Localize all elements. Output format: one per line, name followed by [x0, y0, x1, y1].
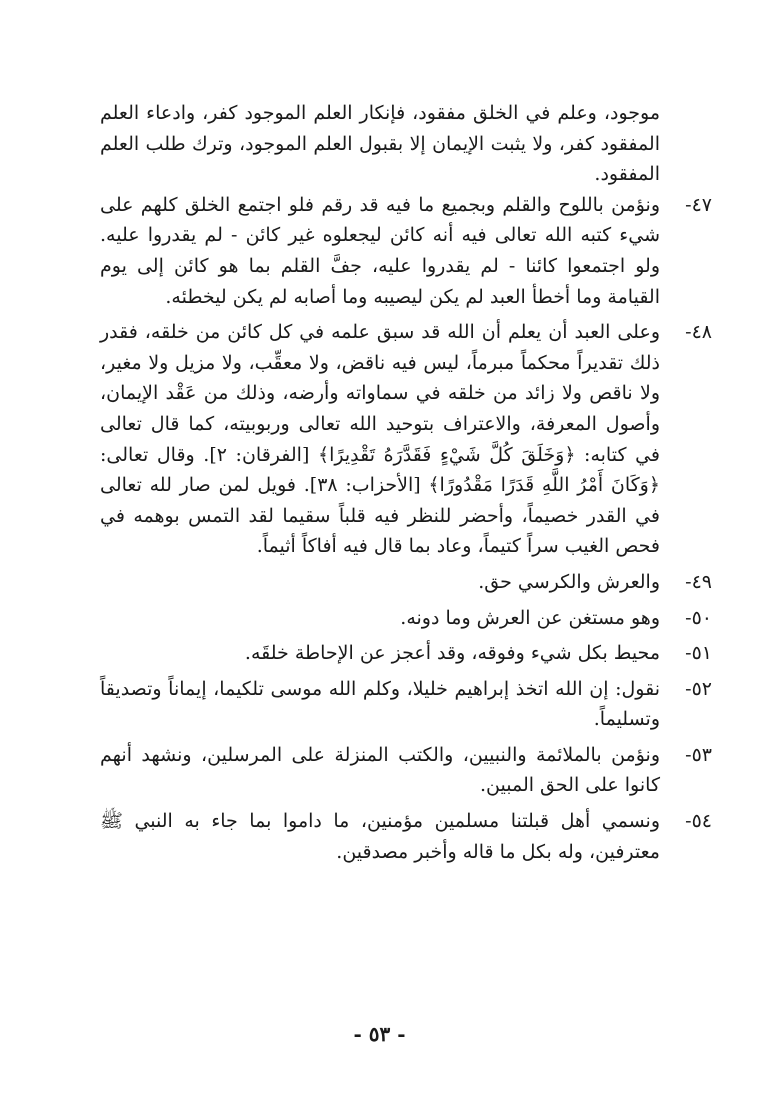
clause-number: ٥٠- [685, 606, 712, 629]
clause-text: وهو مستغن عن العرش وما دونه. [400, 606, 660, 629]
clause-48 [100, 317, 712, 562]
clause-number: ٥١- [685, 642, 712, 665]
clause-number: ٥٣- [685, 743, 712, 766]
clause-53 [100, 740, 712, 801]
clause-51 [100, 638, 712, 669]
clause-text: نقول: إن الله اتخذ إبراهيم خليلا، وكلم الله موسى تلكيما، إيماناً وتصديقاً وتسليماً. [100, 677, 660, 731]
clause-54 [100, 806, 712, 867]
clause-text: ونؤمن بالملائمة والنبيين، والكتب المنزلة على المرسلين، ونشهد أنهم كانوا على الحق المبين. [100, 743, 660, 797]
clause-text: محيط بكل شيء وفوقه، وقد أعجز عن الإحاطة خلقَه. [244, 642, 660, 665]
clause-number: ٤٨- [685, 321, 712, 344]
page-body [100, 98, 712, 872]
clause-text: ونسمي أهل قبلتنا مسلمين مؤمنين، ما داموا بما جاء به النبي ﷺ معترفين، وله بكل ما قاله وأخبر مصدقين. [100, 810, 660, 863]
intro-paragraph: موجود، وعلم في الخلق مفقود، فإنكار العلم الموجود كفر، وادعاء العلم المفقود كفر، ولا يثبت الإيمان إلا بقبول العلم الموجود، وترك طلب العلم المفقود. [100, 102, 660, 186]
clause-47 [100, 190, 712, 312]
clause-number: ٥٢- [685, 677, 712, 700]
clause-52 [100, 674, 712, 735]
clause-number: ٥٤- [685, 810, 712, 833]
clause-number: ٤٩- [685, 570, 712, 593]
clause-text: والعرش والكرسي حق. [478, 570, 660, 593]
clause-49 [100, 567, 712, 598]
clause-text: وعلى العبد أن يعلم أن الله قد سبق علمه في كل كائن من خلقه، فقدر ذلك تقديراً محكماً مبرماً، ليس فيه ناقض، ولا معقِّب، ولا مزيل ولا مغير، ولا ناقص ولا زائد من خلقه في سماواته وأرضه، وذلك من عَقْد الإيمان، وأصول المعرفة، والاعتراف بتوحيد الله تعالى وربوبيته، كما قال تعالى في كتابه: ﴿وَخَلَقَ كُلَّ شَيْءٍ فَقَدَّرَهُ تَقْدِيرًا﴾ [الفرقان: ٢]. وقال تعالى: ﴿وَكَانَ أَمْرُ اللَّهِ قَدَرًا مَقْدُورًا﴾ [الأحزاب: ٣٨]. فويل لمن صار لله تعالى في القدر خصيماً، وأحضر للنظر فيه قلباً سقيما لقد التمس بوهمه في فحص الغيب سراً كتيماً، وعاد بما قال فيه أفاكاً أثيماً. [100, 321, 660, 558]
page-number: - ٥٣ - [353, 1022, 406, 1046]
clause-text: ونؤمن باللوح والقلم وبجميع ما فيه قد رقم فلو اجتمع الخلق كلهم على شيء كتبه الله تعالى فيه أنه كائن ليجعلوه غير كائن - لم يقدروا عليه. ولو اجتمعوا كائنا - لم يقدروا عليه، جفَّ القلم بما هو كائن إلى يوم القيامة وما أخطأ العبد لم يكن ليصيبه وما أصابه لم يكن ليخطئه. [100, 193, 660, 308]
clause-50 [100, 603, 712, 634]
clause-number: ٤٧- [685, 193, 712, 216]
